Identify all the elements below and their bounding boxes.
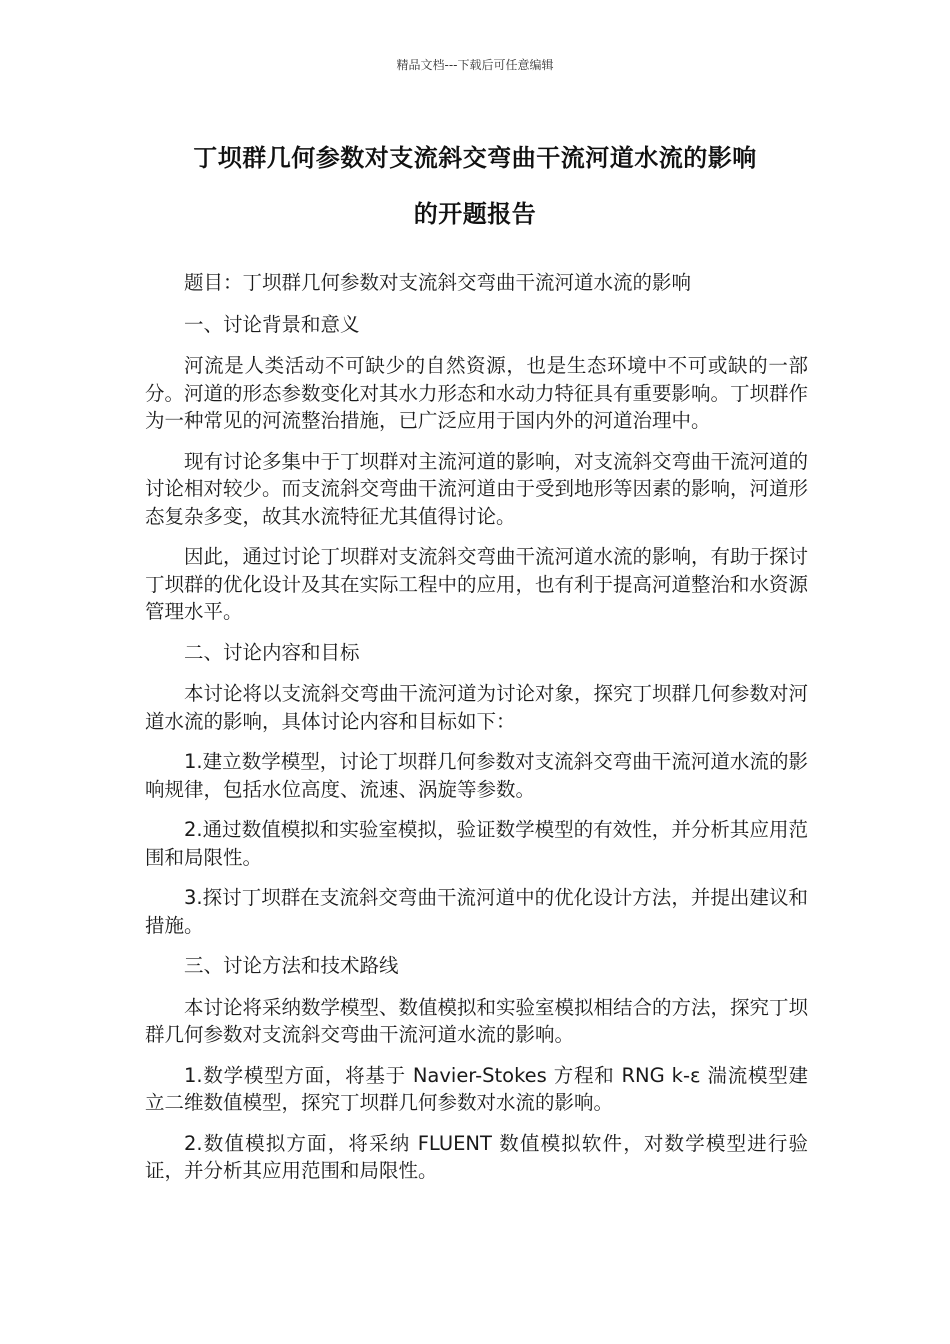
section-1-paragraph-2: 现有讨论多集中于丁坝群对主流河道的影响，对支流斜交弯曲干流河道的讨论相对较少。而支流斜交弯曲干流河道由于受到地形等因素的影响，河道形态复杂多变，故其水流特征尤其值得讨论。 xyxy=(145,449,809,528)
document-title-line-2: 的开题报告 xyxy=(413,200,537,228)
section-2-heading: 二、讨论内容和目标 xyxy=(184,640,360,664)
page-header: 精品文档---下载后可任意编辑 xyxy=(396,58,554,72)
document-body xyxy=(145,269,808,1198)
section-3-intro: 本讨论将采纳数学模型、数值模拟和实验室模拟相结合的方法，探究丁坝群几何参数对支流斜交弯曲干流河道水流的影响。 xyxy=(145,995,809,1046)
document-title xyxy=(140,130,810,242)
section-1-heading: 一、讨论背景和意义 xyxy=(184,312,360,336)
section-3-item-2: 2.数值模拟方面，将采纳 FLUENT 数值模拟软件，对数学模型进行验证，并分析其应用范围和局限性。 xyxy=(145,1131,808,1182)
section-3-item-1: 1.数学模型方面，将基于 Navier-Stokes 方程和 RNG k-ε 湍流模型建立二维数值模型，探究丁坝群几何参数对水流的影响。 xyxy=(145,1063,808,1114)
section-2-intro: 本讨论将以支流斜交弯曲干流河道为讨论对象，探究丁坝群几何参数对河道水流的影响，具体讨论内容和目标如下： xyxy=(145,682,809,733)
section-2-item-2: 2.通过数值模拟和实验室模拟，验证数学模型的有效性，并分析其应用范围和局限性。 xyxy=(145,818,808,869)
section-3-heading: 三、讨论方法和技术路线 xyxy=(184,954,399,977)
topic-line: 题目：丁坝群几何参数对支流斜交弯曲干流河道水流的影响 xyxy=(184,271,692,294)
section-1-paragraph-3: 因此，通过讨论丁坝群对支流斜交弯曲干流河道水流的影响，有助于探讨丁坝群的优化设计及其在实际工程中的应用，也有利于提高河道整治和水资源管理水平。 xyxy=(145,545,809,623)
section-2-item-1: 1.建立数学模型，讨论丁坝群几何参数对支流斜交弯曲干流河道水流的影响规律，包括水位高度、流速、涡旋等参数。 xyxy=(145,750,808,801)
document-title-line-1: 丁坝群几何参数对支流斜交弯曲干流河道水流的影响 xyxy=(193,144,757,172)
section-1-paragraph-1: 河流是人类活动不可缺少的自然资源，也是生态环境中不可或缺的一部分。河道的形态参数变化对其水力形态和水动力特征具有重要影响。丁坝群作为一种常见的河流整治措施，已广泛应用于国内外的河道治理中。 xyxy=(145,354,809,432)
section-2-item-3: 3.探讨丁坝群在支流斜交弯曲干流河道中的优化设计方法，并提出建议和措施。 xyxy=(145,886,808,937)
